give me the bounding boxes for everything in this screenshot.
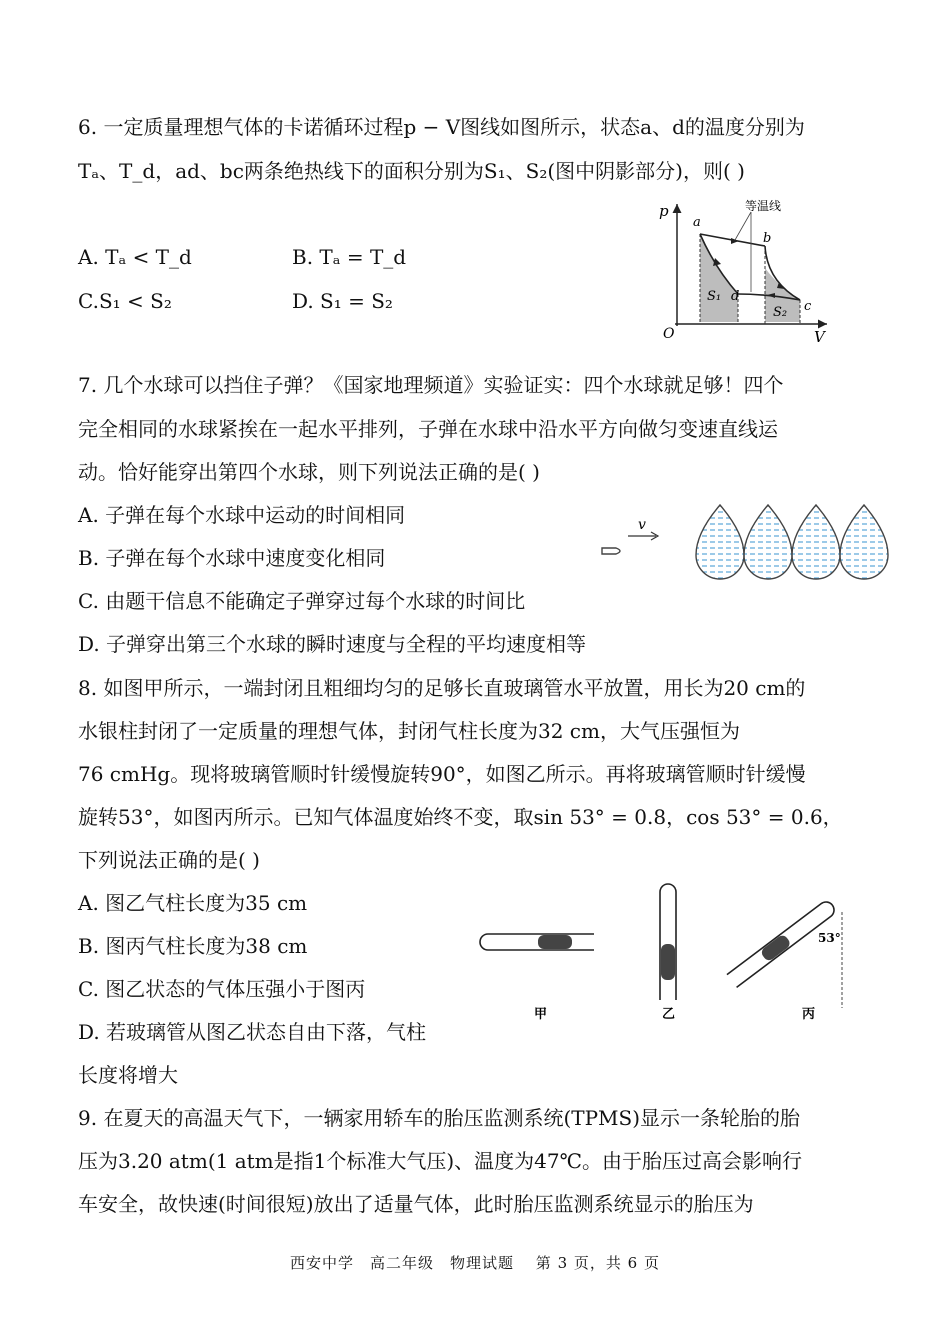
tube-jia: [480, 934, 594, 950]
arrow-ab: [731, 238, 739, 244]
q8-stem-line4: 旋转53°，如图丙所示。已知气体温度始终不变，取sin 53° = 0.8，cos 53° = 0.6，: [78, 805, 843, 829]
q6-pv-diagram: [655, 196, 835, 346]
water-ball-2: [744, 505, 792, 579]
q9-stem-line1: 9. 在夏天的高温天气下，一辆家用轿车的胎压监测系统(TPMS)显示一条轮胎的胎: [78, 1106, 801, 1130]
q6-option-b: B. Tₐ = T_d: [292, 245, 407, 269]
q6-option-a: A. Tₐ < T_d: [78, 245, 192, 269]
q7-stem-line1: 7. 几个水球可以挡住子弹？《国家地理频道》实验证实：四个水球就足够！四个: [78, 373, 784, 397]
isotherm-leader-1: [735, 212, 751, 240]
mercury-column-jia: [538, 935, 572, 949]
bullet: [602, 548, 620, 554]
mercury-column-yi: [661, 944, 675, 980]
angle-label: 53°: [818, 931, 841, 945]
point-b-label: b: [763, 231, 772, 246]
q7-stem-line3: 动。恰好能穿出第四个水球，则下列说法正确的是( ): [78, 460, 540, 484]
origin-label: O: [663, 326, 675, 342]
water-ball-4: [840, 505, 888, 579]
q6-stem-line1: 6. 一定质量理想气体的卡诺循环过程p − V图线如图所示，状态a、d的温度分别为: [78, 115, 805, 139]
water-ball-1: [696, 505, 744, 579]
point-a-label: a: [693, 215, 701, 230]
q8-option-b: B. 图丙气柱长度为38 cm: [78, 934, 308, 958]
q7-option-d: D. 子弹穿出第三个水球的瞬时速度与全程的平均速度相等: [78, 632, 587, 656]
label-jia: 甲: [534, 1007, 548, 1022]
q7-option-b: B. 子弹在每个水球中速度变化相同: [78, 546, 386, 570]
q8-option-a: A. 图乙气柱长度为35 cm: [78, 891, 308, 915]
q8-option-d: D. 若玻璃管从图乙状态自由下落，气柱: [78, 1020, 427, 1044]
q7-option-c: C. 由题干信息不能确定子弹穿过每个水球的时间比: [78, 589, 526, 613]
q6-stem-line2: Tₐ、T_d，ad、bc两条绝热线下的面积分别为S₁、S₂(图中阴影部分)，则( ): [78, 159, 745, 183]
q7-water-balls-figure: [598, 503, 893, 585]
q6-option-d: D. S₁ = S₂: [292, 289, 393, 313]
s1-label: S₁: [707, 289, 722, 304]
q8-glass-tube-figure: [476, 880, 856, 1030]
q7-stem-line2: 完全相同的水球紧挨在一起水平排列，子弹在水球中沿水平方向做匀变速直线运: [78, 417, 778, 441]
q8-stem-line2: 水银柱封闭了一定质量的理想气体，封闭气柱长度为32 cm，大气压强恒为: [78, 719, 740, 743]
v-axis-label: V: [814, 328, 825, 346]
s2-label: S₂: [773, 305, 788, 320]
q9-stem-line2: 压为3.20 atm(1 atm是指1个标准大气压)、温度为47℃。由于胎压过高会影响行: [78, 1149, 802, 1173]
label-yi: 乙: [662, 1007, 676, 1022]
tube-yi: [660, 884, 676, 1000]
q8-option-c: C. 图乙状态的气体压强小于图丙: [78, 977, 366, 1001]
q8-stem-line3: 76 cmHg。现将玻璃管顺时针缓慢旋转90°，如图乙所示。再将玻璃管顺时针缓慢: [78, 762, 806, 786]
label-bing: 丙: [802, 1007, 816, 1022]
page-footer: 西安中学 高二年级 物理试题 第 3 页，共 6 页: [290, 1254, 660, 1272]
point-c-label: c: [804, 299, 812, 314]
q8-stem-line1: 8. 如图甲所示，一端封闭且粗细均匀的足够长直玻璃管水平放置，用长为20 cm的: [78, 676, 806, 700]
water-ball-3: [792, 505, 840, 579]
q9-stem-line3: 车安全，故快速(时间很短)放出了适量气体，此时胎压监测系统显示的胎压为: [78, 1192, 754, 1216]
q7-option-a: A. 子弹在每个水球中运动的时间相同: [78, 503, 406, 527]
q6-option-c: C.S₁ < S₂: [78, 289, 172, 313]
q8-stem-line5: 下列说法正确的是( ): [78, 848, 260, 872]
isotherm-label: 等温线: [745, 199, 782, 213]
q8-option-d-cont: 长度将增大: [78, 1063, 178, 1087]
velocity-label: v: [638, 517, 646, 533]
point-d-label: d: [731, 289, 740, 304]
arrow-da: [713, 258, 721, 266]
p-axis-label: p: [659, 202, 669, 220]
